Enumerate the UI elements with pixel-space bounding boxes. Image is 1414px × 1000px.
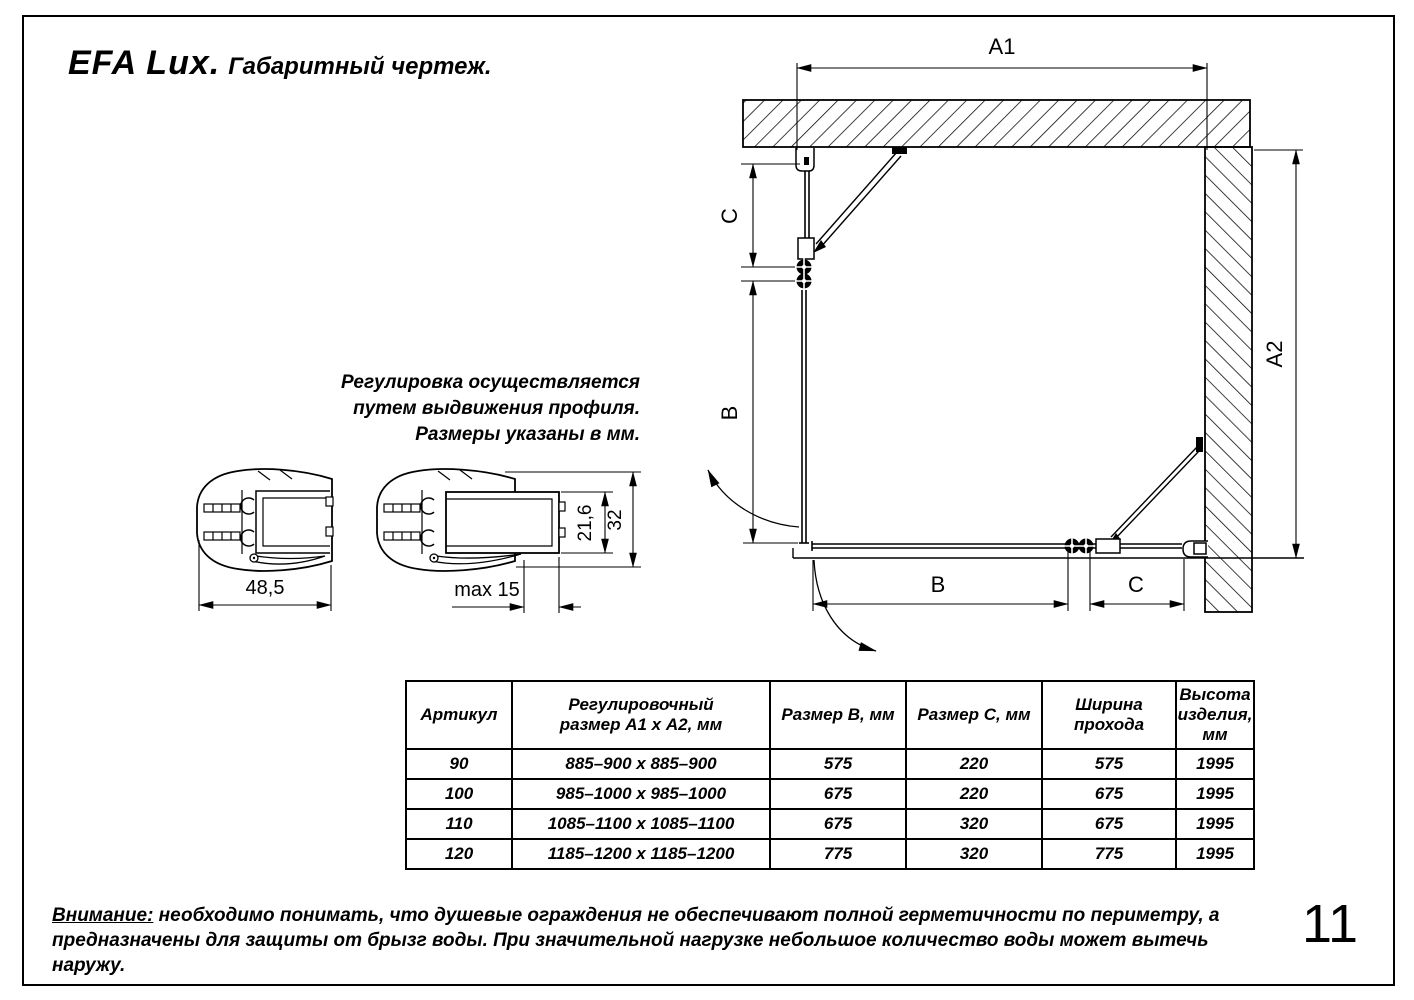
col-header-size-b: Размер В, мм [770,681,906,749]
table-row [406,839,1254,869]
drawing-type: Габаритный чертеж. [228,53,492,80]
warning-prefix: Внимание: [52,905,154,926]
table-row [406,809,1254,839]
note-line: Размеры указаны в мм. [415,424,640,445]
cell-size-c: 320 [906,809,1042,839]
cell-adjust-size: 1085–1100 х 1085–1100 [512,809,770,839]
cell-size-c: 220 [906,779,1042,809]
glass-clamp-left [798,238,814,259]
left-door-panel [799,290,809,543]
profile-section-extended [377,469,565,571]
cell-adjust-size: 1185–1200 х 1185–1200 [512,839,770,869]
dim-label-inner: 21,6 [575,504,596,542]
cell-size-c: 320 [906,839,1042,869]
col-header-height: Высота изделия, мм [1176,681,1254,749]
wall-bracket-bottom [1183,541,1208,557]
cell-pass-width: 675 [1042,809,1176,839]
cell-pass-width: 775 [1042,839,1176,869]
profile-section-closed [197,469,333,571]
col-header-pass-width: Ширина прохода [1042,681,1176,749]
cell-size-b: 575 [770,749,906,779]
glass-clamp-bottom [1096,539,1120,553]
page-number: 11 [1301,894,1359,954]
dim-label-outer: 32 [605,509,626,531]
brand-name: EFA Lux. [68,44,221,82]
cell-height: 1995 [1176,779,1254,809]
cell-article: 110 [406,809,512,839]
table-row [406,749,1254,779]
cell-article: 120 [406,839,512,869]
cell-height: 1995 [1176,839,1254,869]
size-table [405,680,1255,870]
cell-pass-width: 575 [1042,749,1176,779]
table-header-row [406,681,1254,749]
note-line: путем выдвижения профиля. [353,398,640,419]
cell-adjust-size: 885–900 х 885–900 [512,749,770,779]
cell-pass-width: 675 [1042,779,1176,809]
door-swing-arc-bottom [814,560,876,651]
support-brace-top [813,147,907,253]
dim-label-c-bottom: C [1128,572,1144,597]
bracket-detail [804,157,809,165]
dim-label-a2: A2 [1262,340,1287,368]
pivot-hinge-left [795,258,813,290]
cell-adjust-size: 985–1000 х 985–1000 [512,779,770,809]
bottom-door-panel [812,541,1182,551]
wall-right [1205,147,1252,612]
note-line: Регулировка осуществляется [340,372,640,393]
cell-article: 90 [406,749,512,779]
cell-height: 1995 [1176,809,1254,839]
cell-height: 1995 [1176,749,1254,779]
col-header-size-c: Размер С, мм [906,681,1042,749]
cell-size-c: 220 [906,749,1042,779]
col-header-article: Артикул [406,681,512,749]
warning-text: необходимо понимать, что душевые ограждения не обеспечивают полной герметичности по периметру, а предназначены для защиты от брызг воды. При значительной нагрузке небольшое количество воды может вытечь наружу. [52,905,1220,976]
dim-label-a1: A1 [988,34,1016,59]
dim-label-width: 48,5 [245,577,285,599]
dim-label-max: max 15 [454,579,520,601]
cell-size-b: 775 [770,839,906,869]
wall-top [743,100,1250,147]
dim-label-b-bottom: B [930,572,946,597]
dim-label-b-left: B [717,405,742,421]
cell-size-b: 675 [770,779,906,809]
warning-note [52,903,1222,978]
cell-size-b: 675 [770,809,906,839]
table-row [406,779,1254,809]
cell-article: 100 [406,779,512,809]
dim-label-c-left: C [717,208,742,224]
support-brace-bottom [1108,437,1203,546]
col-header-adjust-size: Регулировочный размер А1 х А2, мм [512,681,770,749]
